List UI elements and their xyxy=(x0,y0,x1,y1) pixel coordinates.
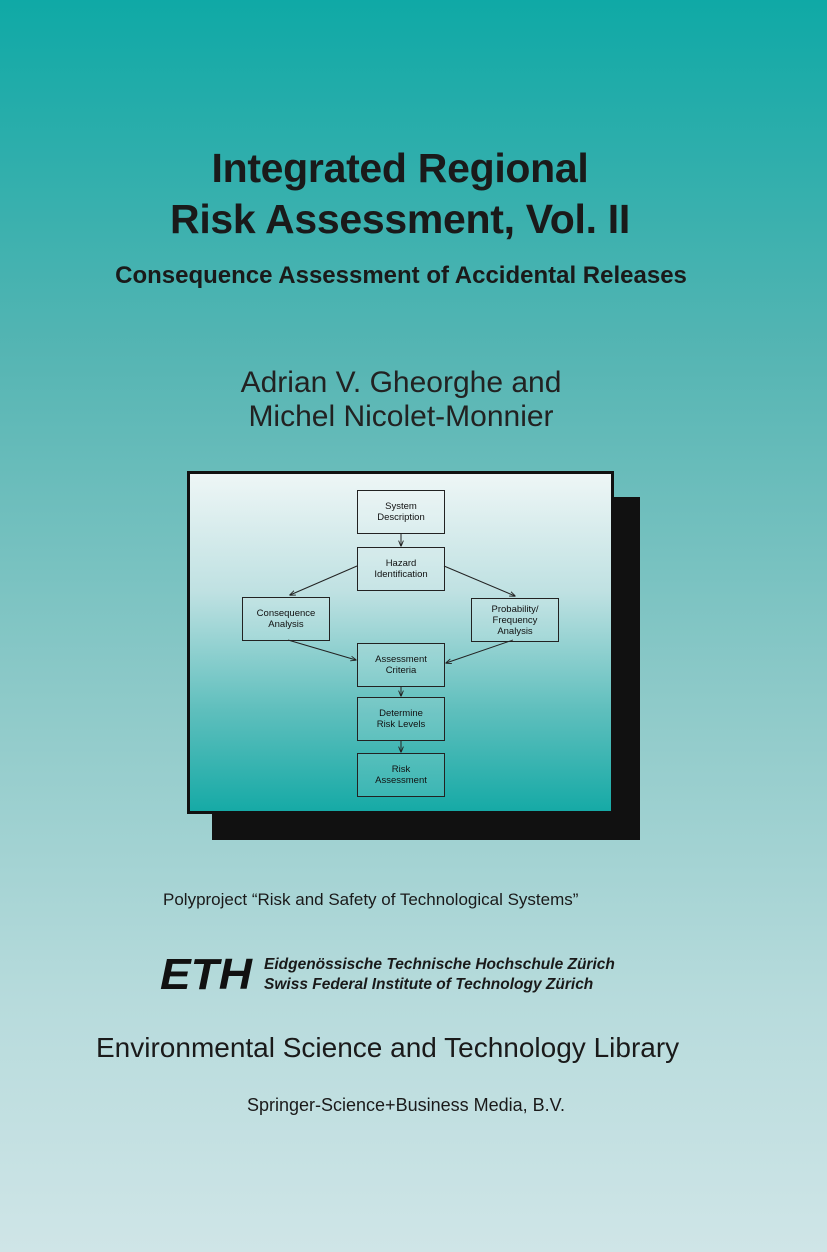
risk-flow-diagram xyxy=(187,471,614,814)
arrow-hazard-to-consequence xyxy=(290,566,357,595)
node-hazard-identification: Hazard Identification xyxy=(357,547,445,591)
publisher-name: Springer-Science+Business Media, B.V. xyxy=(246,1095,565,1115)
node-probability-frequency-analysis: Probability/ Frequency Analysis xyxy=(471,598,559,642)
arrow-consequence-to-criteria xyxy=(288,640,356,660)
eth-logo xyxy=(158,953,254,993)
book-subtitle: Consequence Assessment of Accidental Releases xyxy=(115,262,687,289)
author-line-1: Adrian V. Gheorghe and xyxy=(240,366,562,399)
polyproject-label: Polyproject “Risk and Safety of Technological Systems” xyxy=(163,890,579,909)
author-line-2: Michel Nicolet-Monnier xyxy=(248,400,554,433)
node-system-description: System Description xyxy=(357,490,445,534)
eth-logo-text: ETH xyxy=(160,953,254,993)
eth-name-german: Eidgenössische Technische Hochschule Zürich xyxy=(264,956,615,973)
node-determine-risk-levels: Determine Risk Levels xyxy=(357,697,445,741)
node-risk-assessment: Risk Assessment xyxy=(357,753,445,797)
series-name: Environmental Science and Technology Library xyxy=(96,1032,680,1063)
arrow-hazard-to-probability xyxy=(444,566,515,596)
book-title-line-1: Integrated Regional xyxy=(211,145,589,191)
eth-name-english: Swiss Federal Institute of Technology Zürich xyxy=(264,976,594,993)
node-consequence-analysis: Consequence Analysis xyxy=(242,597,330,641)
arrow-probability-to-criteria xyxy=(446,640,513,663)
node-assessment-criteria: Assessment Criteria xyxy=(357,643,445,687)
book-title-line-2: Risk Assessment, Vol. II xyxy=(170,196,630,242)
